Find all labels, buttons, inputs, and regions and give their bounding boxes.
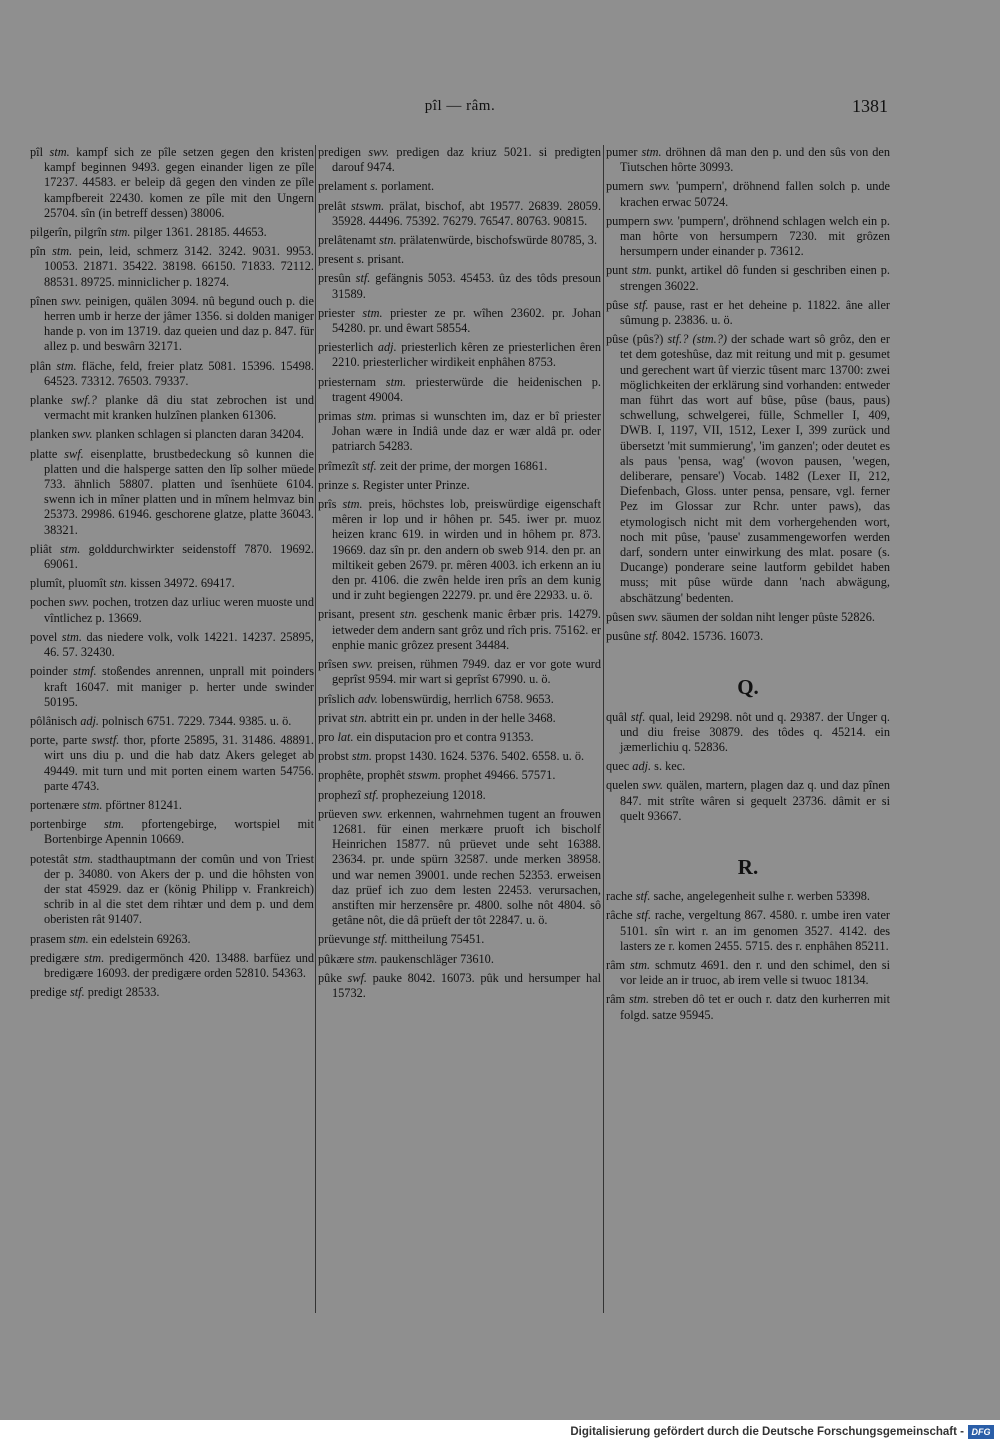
entry-lemma: predigen [318,145,362,159]
entry-lemma: platte [30,446,58,461]
dictionary-entry [30,951,314,981]
entry-grammar: swv. [637,609,659,624]
entry-text: geschenk manic êrbær pris. 14279. ietweder dem andern sant grôz und rîch pris. 75162. er enphie manic grôzez present 34484. [332,607,602,652]
dictionary-entry [30,852,314,928]
entry-lemma: rache [606,889,633,904]
entry-grammar: stn. [109,576,128,591]
dictionary-entry [606,263,890,293]
entry-text: dröhnen dâ man den p. und den sûs von den Tiutschen hôrte 30993. [620,145,891,175]
dictionary-entry [30,225,314,240]
entry-lemma: râche [606,908,633,923]
entry-text: Register unter Prinze. [362,477,470,492]
dictionary-entry [318,409,601,455]
entry-grammar: adj. [80,713,100,728]
entry-grammar: stm. [356,409,377,424]
entry-text: sache, angelegenheit sulhe r. werben 53398. [653,889,870,904]
entry-text: kissen 34972. 69417. [130,576,235,591]
entry-grammar: stf. [69,985,85,1000]
entry-grammar: s. [370,179,379,194]
entry-text: predigt 28533. [87,985,160,1000]
entry-text: preis, höchstes lob, preiswürdige eigenschaft mêren ir lop und ir hôhen pr. 545. iwer pr. muoz heizen kranc 619. in wirden und in hôhem pr. 873. 19669. daz sîn pr. den andern ob sweb 914. den pr. an miltikeit geben 2679. pr. mêren 4003. ich erkenn an iu den pr. 4106. die zwên helde iren prîs an dem kunig und ir zuht begiengen 22279. pr. und êre 22933. u. ö. [332,497,601,603]
entry-lemma: punt [606,263,628,278]
entry-text: golddurchwirkter seidenstoff 7870. 19692. 69061. [44,541,315,572]
entry-lemma: plumît, pluomît [30,576,107,591]
entry-lemma: pochen [30,595,66,610]
entry-lemma: portenbirge [30,817,87,832]
entry-text: 'pumpern', dröhnend fallen solch p. unde krachen erwac 50724. [620,179,891,209]
dictionary-entry [606,992,890,1022]
dictionary-entry [318,478,601,493]
entry-text: planken schlagen si plancten daran 34204. [95,427,304,442]
entry-grammar: stn. [379,233,397,248]
entry-text: ein edelstein 69263. [91,931,191,946]
entry-grammar: stf. [364,787,379,802]
entry-grammar: stf.? (stm.?) [667,332,727,347]
entry-text: pauke 8042. 16073. pûk und hersumper hal 15732. [332,970,602,1000]
column-divider [315,145,316,1313]
entry-lemma: pro [318,729,335,744]
entry-lemma: prophezî [318,787,362,802]
entry-text: prophezeiung 12018. [381,787,486,802]
page-number: 1381 [852,96,888,116]
entry-text: predigermönch 420. 13488. barfüez und bredigære 16093. der predigære orden 52810. 54363. [44,950,315,980]
entry-text: lobenswürdig, herrlich 6758. 9653. [380,691,554,706]
entry-grammar: swv. [642,778,663,793]
entry-grammar: stm. [103,817,125,832]
dictionary-entry [606,145,890,175]
entry-lemma: prelât [318,198,346,213]
entry-grammar: stmf. [73,664,97,679]
dictionary-entry [318,233,601,248]
funding-notice: Digitalisierung gefördert durch die Deutsche Forschungsgemeinschaft - [570,1426,964,1438]
dictionary-entry [318,788,601,803]
entry-grammar: stf. [633,297,649,312]
dictionary-entry [30,798,314,813]
entry-text: pein, leid, schmerz 3142. 3242. 9031. 9953. 10053. 21871. 35422. 38198. 66150. 71833. 72112. 88531. 89725. minniclicher p. 18274. [44,244,314,289]
entry-grammar: adj. [632,759,652,774]
dictionary-entry [318,807,601,929]
entry-grammar: stswm. [351,198,385,213]
entry-text: zeit der prime, der morgen 16861. [379,458,548,473]
dictionary-entry [30,393,314,423]
entry-text: planke dâ diu stat zebrochen ist und vermacht mit kranken hulzînen planken 61306. [44,393,314,423]
dictionary-entry [318,179,601,194]
dictionary-entry [318,971,601,1001]
entry-text: quälen, martern, plagen daz q. und daz pînen 847. mit strîte wâren si gequelt 23736. dâmit er si quelt 93667. [620,778,891,823]
entry-lemma: quâl [606,709,628,724]
dictionary-entry [318,749,601,764]
entry-grammar: stf. [635,889,651,904]
entry-grammar: stswm. [407,768,441,783]
entry-text: prisant. [367,252,405,267]
dictionary-entry [606,710,890,756]
entry-grammar: swf. [64,446,84,461]
dictionary-entry [30,714,314,729]
entry-grammar: stn. [399,607,418,622]
entry-lemma: porte, parte [30,733,88,748]
entry-lemma: pûkære [318,951,355,966]
entry-grammar: stm. [628,992,650,1007]
entry-text: porlament. [381,179,435,194]
entry-grammar: stm. [351,749,372,764]
entry-grammar: stf. [362,458,377,473]
column-right [606,145,890,1027]
entry-text: mittheilung 75451. [390,932,485,947]
entry-lemma: quec [606,759,630,774]
entry-lemma: pumpern [606,213,650,228]
entry-lemma: presûn [318,271,351,286]
entry-grammar: stm. [52,244,73,259]
dictionary-entry [318,730,601,745]
dictionary-entry [606,958,890,988]
dictionary-entry [606,778,890,824]
entry-text: polnisch 6751. 7229. 7344. 9385. u. ö. [102,713,292,728]
dictionary-entry [30,359,314,389]
dictionary-entry [606,610,890,625]
entry-text: gefängnis 5053. 45453. ûz des tôds presoun 31589. [332,271,602,301]
dictionary-entry [30,664,314,710]
dictionary-entry [318,607,601,653]
dictionary-entry [318,459,601,474]
entry-text: pilger 1361. 28185. 44653. [133,225,267,240]
entry-lemma: prîslich [318,691,355,706]
entry-text: ein disputacion pro et contra 91353. [356,729,534,744]
entry-text: prälat, bischof, abt 19577. 26839. 28059. 35928. 44496. 75392. 76279. 76547. 80763. 90815. [332,198,602,228]
letter-heading: Q. [737,675,759,700]
entry-grammar: swv. [72,427,93,442]
column-divider [603,145,604,1313]
entry-text: eisenplatte, brustbedeckung sô kunnen die platten und die halsperge satten den lîp solher müede 733. ähnlich 58807. platten und îsenhüete 6104. swenn ich in mîner platten und in mînem helmvaz bin 25373. 29986. 61946. geschorene glatze, platte 36043. 38321. [44,446,314,537]
dictionary-entry [318,768,601,783]
entry-lemma: pûsen [606,609,635,624]
dictionary-entry [318,497,601,603]
entry-grammar: s. [351,477,360,492]
entry-grammar: adv. [357,691,378,706]
entry-grammar: stm. [56,358,77,373]
entry-text: schmutz 4691. den r. und den schimel, den si vor leide an ir truoc, ab irem velle si twuoc 18134. [620,957,891,988]
dictionary-entry [30,576,314,591]
entry-text: qual, leid 29298. nôt und q. 29387. der Unger q. und diu freise 30879. des tôdes q. 45214. ein jæmerlichiu q. 52836. [620,709,890,754]
entry-grammar: stf. [630,709,646,724]
dictionary-entry [318,145,601,175]
entry-text: peinigen, quälen 3094. nû begund ouch p. die herren umb ir herze der jâmer 1356. si dolden maniger hande p. von im 13719. daz queien und daz p. 847. für allez p. und beswârn 32171. [44,293,315,354]
entry-text: pochen, trotzen daz urliuc weren muoste und vîntlichez p. 13669. [44,595,314,625]
entry-lemma: priester [318,305,355,320]
dictionary-entry [30,595,314,625]
entry-lemma: prophête, prophêt [318,768,405,783]
entry-lemma: pîn [30,244,46,259]
entry-grammar: stf. [355,271,371,286]
entry-grammar: stm. [73,851,94,866]
dictionary-entry [606,332,890,606]
dictionary-entry [318,932,601,947]
entry-lemma: portenære [30,797,80,812]
entry-grammar: stm. [60,541,81,556]
dictionary-entry [606,889,890,904]
entry-lemma: prîmezît [318,458,359,473]
entry-lemma: prelament [318,179,368,194]
entry-lemma: plân [30,358,52,373]
dictionary-entry [606,179,890,209]
entry-lemma: privat [318,710,347,725]
entry-lemma: povel [30,629,58,644]
dictionary-entry [318,657,601,687]
dictionary-entry [30,932,314,947]
entry-grammar: stm. [641,145,662,159]
dictionary-entry [30,542,314,572]
entry-grammar: stm. [631,263,653,278]
entry-text: pause, rast er het deheine p. 11822. âne aller sûmung p. 23836. u. ö. [620,297,891,328]
entry-lemma: prisant, present [318,607,395,622]
entry-grammar: stm. [61,629,82,644]
dictionary-entry [606,298,890,328]
entry-grammar: stm. [385,374,406,389]
entry-text: paukenschläger 73610. [380,951,494,966]
entry-grammar: adj. [377,340,397,355]
entry-grammar: lat. [337,729,354,744]
entry-text: streben dô tet er ouch r. datz den kurherren mit folgd. satze 95945. [620,992,891,1022]
footer-bar [0,1420,1000,1446]
entry-text: primas si wunschten im, daz er bî priester Johan wære in Indiâ unde daz er wær aldâ pr. oder patriarch 54283. [332,409,601,454]
entry-lemma: pusûne [606,629,641,644]
entry-grammar: stf. [643,629,659,644]
entry-lemma: prasem [30,931,66,946]
entry-text: s. kec. [654,759,686,774]
entry-text: stadthauptmann der comûn und von Triest der p. 34080. von Akers der p. und die hôhsten von der stat 45929. daz er (könig Philipp v. Frankreich) schrib in al die stet dem rihtær und dem p. und dem oberisten rât 91407. [44,851,315,927]
entry-lemma: present [318,252,354,267]
dictionary-entry [318,199,601,229]
entry-text: rache, vergeltung 867. 4580. r. umbe iren vater 5101. sîn wirt r. an im genomen 3527. 4142. des lasters ze r. komen 2455. 5715. des r. enphâhen 85211. [620,908,891,953]
dictionary-entry [30,733,314,794]
entry-lemma: quelen [606,778,639,793]
entry-lemma: priesterlich [318,340,374,355]
entry-grammar: swv. [61,293,82,308]
dictionary-entry [30,985,314,1000]
entry-grammar: stm. [362,305,383,320]
entry-text: thor, pforte 25895, 31. 31486. 48891. wirt uns diu p. und die hab datz Akers geleget ab 49449. mit turn und mit porten einem warten 54756. parte 4743. [44,733,315,793]
entry-text: der schade wart sô grôz, den er tet dem goteshûse, daz mit reitung und mit p. gesumet und gerechent wart ûf vierzic tûsent marc 13700: zwei möglichkeiten der erklärung sind vorhanden: entweder man führt das wort auf bûse, pûse (baus, paus) schwellung, schwelgerei, fülle, Schmeller I, 409, DWB. I, 1197, VII, 1512, Lexer I, 399 zurück und übersetzt 'mit summierung', 'im ganzen'; oder deutet es als paus 'pensa, wag' (wovon pausen, 'wegen, deliberare, pensare') Vocab. 1482 (Lexer II, 212, Diefenbach, Gloss. unter pensa, pensare, vgl. ferner Pez im Glossar zur Rchr. unter paws), das etymologisch nicht mit dem vorhergehenden wort, noch mit pûse, 'pause' zusammengeworfen werden darf, sondern unter einwirkung des mlat. posare (s. Ducange) ponderare seine lautform gebildet haben muss; mit pûse würde dann 'nach abwägung, abschätzung' bedenten. [620,332,890,605]
entry-grammar: swv. [68,595,90,610]
entry-grammar: swv. [362,806,383,821]
dictionary-entry [30,630,314,660]
entry-lemma: pîl [30,145,43,159]
entry-lemma: predige [30,985,67,1000]
entry-grammar: swstf. [91,733,120,748]
entry-grammar: swv. [653,213,674,228]
entry-text: erkennen, wahrnehmen tugent an frouwen 12681. für einen merkære pruoft ich bischolf Heinrichen 15877. nû prüevet unde seht 16388. 23634. pr. unde spürn 32587. unde merken 38958. und war nemen 39001. unde rechen 52353. erweisen daz prüef ich zuo dem lesten 22453. verursachen, anstiften mir herzensêre pr. 4800. solhe nôt 4804. sô getâne nôt, die dâ prüeft der tôt 22847. u. ö. [332,806,601,928]
dictionary-entry [318,252,601,267]
dictionary-entry [30,244,314,290]
entry-grammar: swv. [352,657,374,672]
entry-lemma: pûke [318,970,342,985]
entry-text: 8042. 15736. 16073. [661,629,764,644]
entry-grammar: swv. [368,145,390,159]
column-left [30,145,314,1004]
entry-lemma: prîs [318,497,337,512]
entry-text: predigen daz kriuz 5021. si predigten darouf 9474. [332,145,602,175]
letter-heading: R. [737,854,759,879]
entry-lemma: probst [318,749,349,764]
entry-text: priesterwürde die heidenischen p. tragent 49004. [332,374,601,404]
entry-lemma: pînen [30,293,58,308]
entry-grammar: s. [356,252,365,267]
entry-lemma: prelâtenamt [318,233,377,248]
entry-grammar: stm. [49,145,70,159]
dictionary-entry [606,629,890,644]
entry-text: fläche, feld, freier platz 5081. 15396. 15498. 64523. 73312. 76503. 79337. [44,358,315,388]
dictionary-entry [318,340,601,370]
entry-lemma: priesternam [318,374,377,389]
dictionary-entry [318,711,601,726]
entry-grammar: stm. [84,950,105,965]
entry-grammar: stm. [357,951,378,966]
dictionary-entry [30,294,314,355]
entry-text: 'pumpern', dröhnend schlagen welch ein p. man hôrte von hersumpern 7230. mit grôzen hersumpern under einander p. 73612. [620,213,890,259]
entry-lemma: pilgerîn, pilgrîn [30,225,108,240]
dictionary-entry [318,306,601,336]
dictionary-entry [606,214,890,260]
entry-text: stoßendes anrennen, unprall mit poinders kraft 16047. mit maniger p. herter unde swinder 50195. [44,664,314,709]
entry-lemma: pûse (pûs?) [606,332,664,347]
entry-lemma: prinze [318,477,349,492]
dictionary-entry [318,375,601,405]
dictionary-entry [318,271,601,301]
entry-grammar: stf. [636,908,652,923]
entry-grammar: stf. [372,932,388,947]
entry-lemma: potestât [30,851,69,866]
entry-grammar: stm. [110,225,131,240]
entry-text: priesterlich kêren ze priesterlichen êren 2210. priesterlicher wirdikeit enphâhen 8753. [332,340,601,370]
dfg-logo: DFG [968,1425,994,1439]
running-header [0,98,1000,120]
dictionary-entry [318,692,601,707]
entry-grammar: swf.? [71,393,97,408]
entry-lemma: prüeven [318,806,358,821]
entry-lemma: poinder [30,664,68,679]
dictionary-entry [30,145,314,221]
entry-lemma: pumern [606,179,644,194]
entry-lemma: planken [30,427,69,442]
dictionary-entry [606,759,890,774]
entry-lemma: predigære [30,950,80,965]
entry-lemma: pumer [606,145,638,159]
entry-grammar: stn. [349,710,368,725]
entry-text: priester ze pr. wîhen 23602. pr. Johan 54280. pr. und êwart 58554. [332,305,601,336]
entry-lemma: primas [318,409,352,424]
dictionary-entry [318,952,601,967]
entry-grammar: stm. [68,931,89,946]
dictionary-entry [30,817,314,847]
entry-lemma: râm [606,957,626,972]
entry-text: propst 1430. 1624. 5376. 5402. 6558. u. ö. [375,749,585,764]
entry-grammar: stm. [342,497,363,512]
entry-grammar: swv. [649,179,671,194]
dictionary-entry [30,427,314,442]
entry-lemma: pûse [606,297,629,312]
entry-lemma: planke [30,393,63,408]
entry-text: säumen der soldan niht lenger pûste 52826. [661,609,875,624]
entry-grammar: swf. [347,970,368,985]
entry-text: abtritt ein pr. unden in der helle 3468. [370,710,556,725]
entry-text: prälatenwürde, bischofswürde 80785, 3. [399,233,598,248]
entry-text: pförtner 81241. [105,797,182,812]
entry-text: preisen, rühmen 7949. daz er vor gote wurd geprîst 9594. mir wart si geprîst 67990. u. ö. [332,657,601,687]
entry-text: kampf sich ze pîle setzen gegen den kristen kampf beginnen 9493. gegen einander ligen ze pîle 17237. 44583. er beleip dâ gegen den vinden ze pîle kampfbereit 22430. komen ze pîle mit den Ungern 25704. sîn (in betreff dessen) 38006. [44,145,315,220]
entry-text: pfortengebirge, wortspiel mit Bortenbirge Apennin 10669. [44,817,315,847]
entry-text: prophet 49466. 57571. [444,768,556,783]
entry-lemma: pôlânisch [30,713,78,728]
entry-lemma: pliât [30,541,52,556]
dictionary-entry [606,908,890,954]
running-title: pîl — râm. [424,98,496,114]
entry-grammar: stm. [629,957,651,972]
dictionary-entry [30,447,314,538]
entry-grammar: stm. [82,797,103,812]
entry-text: das niedere volk, volk 14221. 14237. 25895, 46. 57. 32430. [44,629,315,660]
entry-lemma: râm [606,992,626,1007]
entry-lemma: prîsen [318,657,349,672]
entry-lemma: prüevunge [318,932,370,947]
column-middle [318,145,601,1005]
entry-text: punkt, artikel dô funden si geschriben einen p. strengen 36022. [620,263,890,293]
